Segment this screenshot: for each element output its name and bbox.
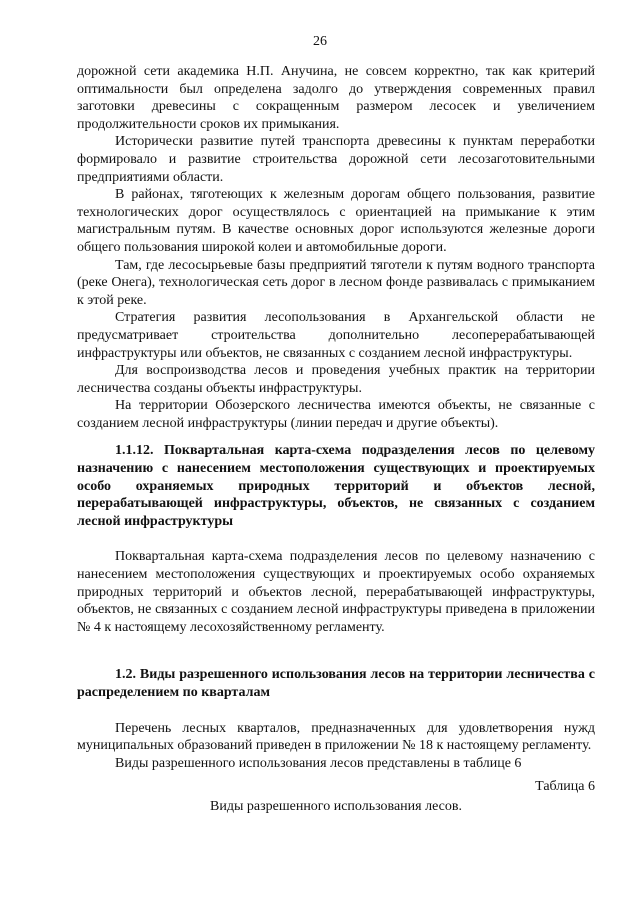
section-heading-1-2: 1.2. Виды разрешенного использования лесов на территории лесничества с распределением по кварталам <box>77 667 595 700</box>
section-heading-1-1-12: 1.1.12. Поквартальная карта-схема подразделения лесов по целевому назначению с нанесением местоположения существующих и проектируемых особо охраняемых природных территорий и объектов лесной, перерабатывающей инфраструктуры, объектов, не связанных с созданием лесной инфраструктуры <box>77 443 595 529</box>
table-caption: Таблица 6 <box>535 779 595 795</box>
paragraph: Исторически развитие путей транспорта древесины к пунктам переработки формировало и развитие строительства дорожной сети лесозаготовительными предприятиями области. <box>77 134 595 185</box>
page-number: 26 <box>313 34 327 49</box>
paragraph: Для воспроизводства лесов и проведения учебных практик на территории лесничества созданы объекты инфраструктуры. <box>77 363 595 396</box>
table-title: Виды разрешенного использования лесов. <box>210 798 462 814</box>
paragraph: дорожной сети академика Н.П. Анучина, не совсем корректно, так как критерий оптимальности был определена задолго до утверждения современных правил заготовки древесины с сокращенным размером лесосек и увеличением продолжительности сроков их примыкания. <box>77 64 595 132</box>
section-1-2-paragraph: Виды разрешенного использования лесов представлены в таблице 6 <box>115 755 522 771</box>
paragraph: Стратегия развития лесопользования в Архангельской области не предусматривает строительства дополнительно лесоперерабатывающей инфраструктуры или объектов, не связанных с созданием лесной инфраструктуры. <box>77 310 595 361</box>
paragraph: На территории Обозерского лесничества имеются объекты, не связанные с созданием лесной инфраструктуры (линии передач и другие объекты). <box>77 398 595 431</box>
section-1-1-12-body: Поквартальная карта-схема подразделения лесов по целевому назначению с нанесением местоположения существующих и проектируемых особо охраняемых природных территорий и объектов лесной, перерабатывающей инфраструктуры, объектов, не связанных с созданием лесной инфраструктуры приведена в приложении № 4 к настоящему лесохозяйственному регламенту. <box>77 549 595 635</box>
paragraph: В районах, тяготеющих к железным дорогам общего пользования, развитие технологических дорог осуществлялось с ориентацией на примыкание к этим магистральным путям. В качестве основных дорог используются железные дороги общего пользования широкой колеи и автомобильные дороги. <box>77 187 595 255</box>
paragraph: Там, где лесосырьевые базы предприятий тяготели к путям водного транспорта (реке Онега), технологическая сеть дорог в лесном фонде развивалась с примыканием к этой реке. <box>77 257 595 308</box>
page-body <box>77 63 595 816</box>
section-1-2-paragraph: Перечень лесных кварталов, предназначенных для удовлетворения нужд муниципальных образований приведен в приложении № 18 к настоящему регламенту. <box>77 720 595 754</box>
